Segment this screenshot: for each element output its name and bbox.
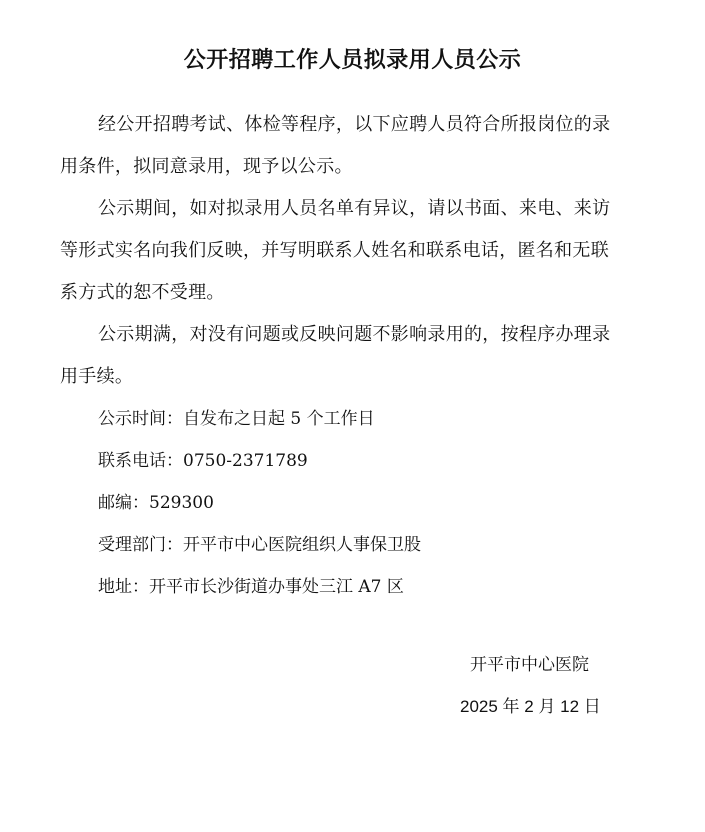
info-department: 受理部门：开平市中心医院组织人事保卫股 [98, 535, 421, 555]
signature-date: 2025 年 2 月 12 日 [460, 697, 601, 716]
paragraph-completion: 公示期满，对没有问题或反映问题不影响录用的，按程序办理录用手续。 [60, 324, 611, 387]
notice-body [60, 104, 620, 608]
paragraph-objection: 公示期间，如对拟录用人员名单有异议，请以书面、来电、来访等形式实名向我们反映，并写明联系人姓名和联系电话，匿名和无联系方式的恕不受理。 [60, 198, 611, 303]
info-phone: 联系电话：0750-2371789 [98, 451, 308, 471]
page-title: 公开招聘工作人员拟录用人员公示 [183, 48, 522, 73]
info-period: 公示时间：自发布之日起 5 个工作日 [98, 409, 375, 429]
info-address: 地址：开平市长沙街道办事处三江 A7 区 [98, 577, 404, 597]
signature-organization: 开平市中心医院 [470, 655, 589, 675]
info-postcode: 邮编：529300 [98, 493, 214, 513]
paragraph-intro: 经公开招聘考试、体检等程序，以下应聘人员符合所报岗位的录用条件，拟同意录用，现予以公示。 [60, 114, 611, 177]
